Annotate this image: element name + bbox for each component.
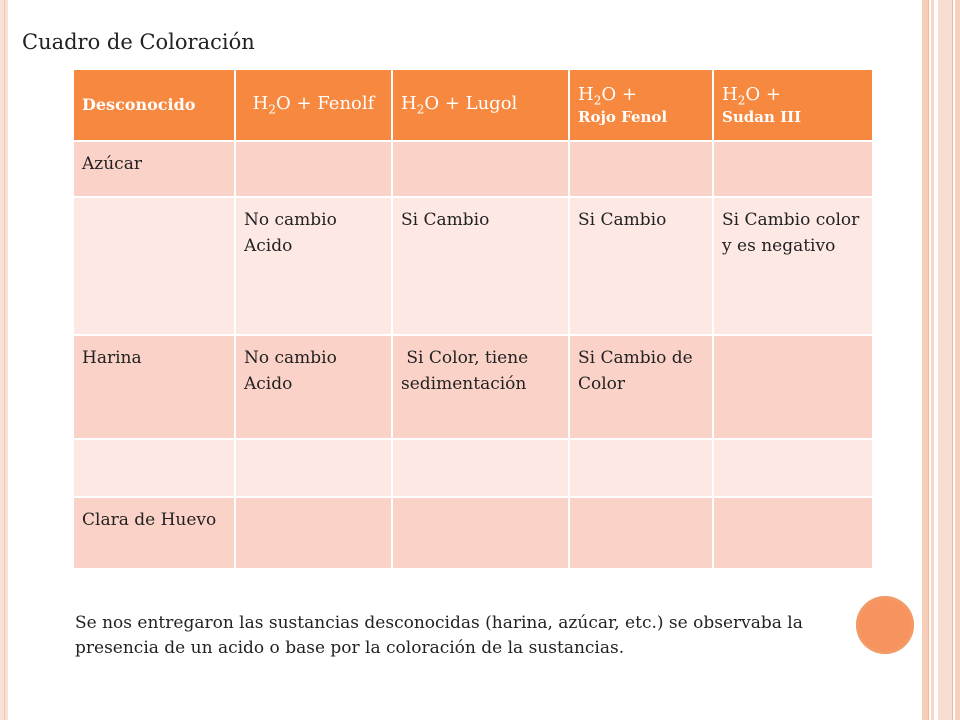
table-cell (713, 141, 873, 197)
table-cell (569, 497, 713, 569)
table-cell (392, 497, 569, 569)
header-lugol (392, 69, 569, 141)
table-row (73, 439, 873, 497)
table-cell (713, 439, 873, 497)
table-cell: No cambio Acido (235, 197, 392, 335)
table-row (73, 141, 873, 197)
left-border-decoration (0, 0, 8, 720)
right-decor-bar (955, 0, 960, 720)
table-cell: Clara de Huevo (73, 497, 235, 569)
table-cell (392, 439, 569, 497)
header-lugol-label: $H_2O$ + Lugol (401, 93, 518, 117)
header-rojo-fenol-sub: Rojo Fenol (578, 108, 668, 127)
right-decor-line (928, 0, 929, 720)
table-cell: Si Cambio (569, 197, 713, 335)
table-cell (235, 439, 392, 497)
table-cell (569, 141, 713, 197)
table-row (73, 497, 873, 569)
right-decor-bar (938, 0, 952, 720)
header-sudan (713, 69, 873, 141)
table-cell (73, 439, 235, 497)
table-cell: Azúcar (73, 141, 235, 197)
header-unknown (73, 69, 235, 141)
slide-title: Cuadro de Coloración (22, 30, 255, 54)
right-decor-bar (931, 0, 934, 720)
table-cell (713, 335, 873, 439)
table-cell (235, 497, 392, 569)
table-row (73, 197, 873, 335)
header-unknown-label: Desconocido (82, 95, 196, 115)
header-fenolf-label: $H_2O$ + Fenolf (252, 93, 375, 117)
table-cell (235, 141, 392, 197)
header-rojo-fenol (569, 69, 713, 141)
table-row (73, 335, 873, 439)
table-cell: Si Cambio (392, 197, 569, 335)
slide-note: Se nos entregaron las sustancias desconocidas (harina, azúcar, etc.) se observaba la presencia de un acido o base por la coloración de la sustancias. (75, 613, 803, 658)
header-fenolf (235, 69, 392, 141)
table-cell (392, 141, 569, 197)
table-cell: Si Cambio de Color (569, 335, 713, 439)
table-cell (713, 497, 873, 569)
table-cell: No cambio Acido (235, 335, 392, 439)
table-cell: Harina (73, 335, 235, 439)
decorative-circle (856, 596, 914, 654)
coloration-table (72, 68, 874, 570)
header-sudan-sub: Sudan III (722, 108, 802, 127)
header-sudan-label: $H_2O$ + (722, 83, 781, 108)
table-header-row (73, 69, 873, 141)
table-cell (73, 197, 235, 335)
header-rojo-fenol-label: $H_2O$ + (578, 83, 637, 108)
table-cell: Si Color, tiene sedimentación (392, 335, 569, 439)
table-cell (569, 439, 713, 497)
right-decor-line (952, 0, 953, 720)
table-cell: Si Cambio color y es negativo (713, 197, 873, 335)
